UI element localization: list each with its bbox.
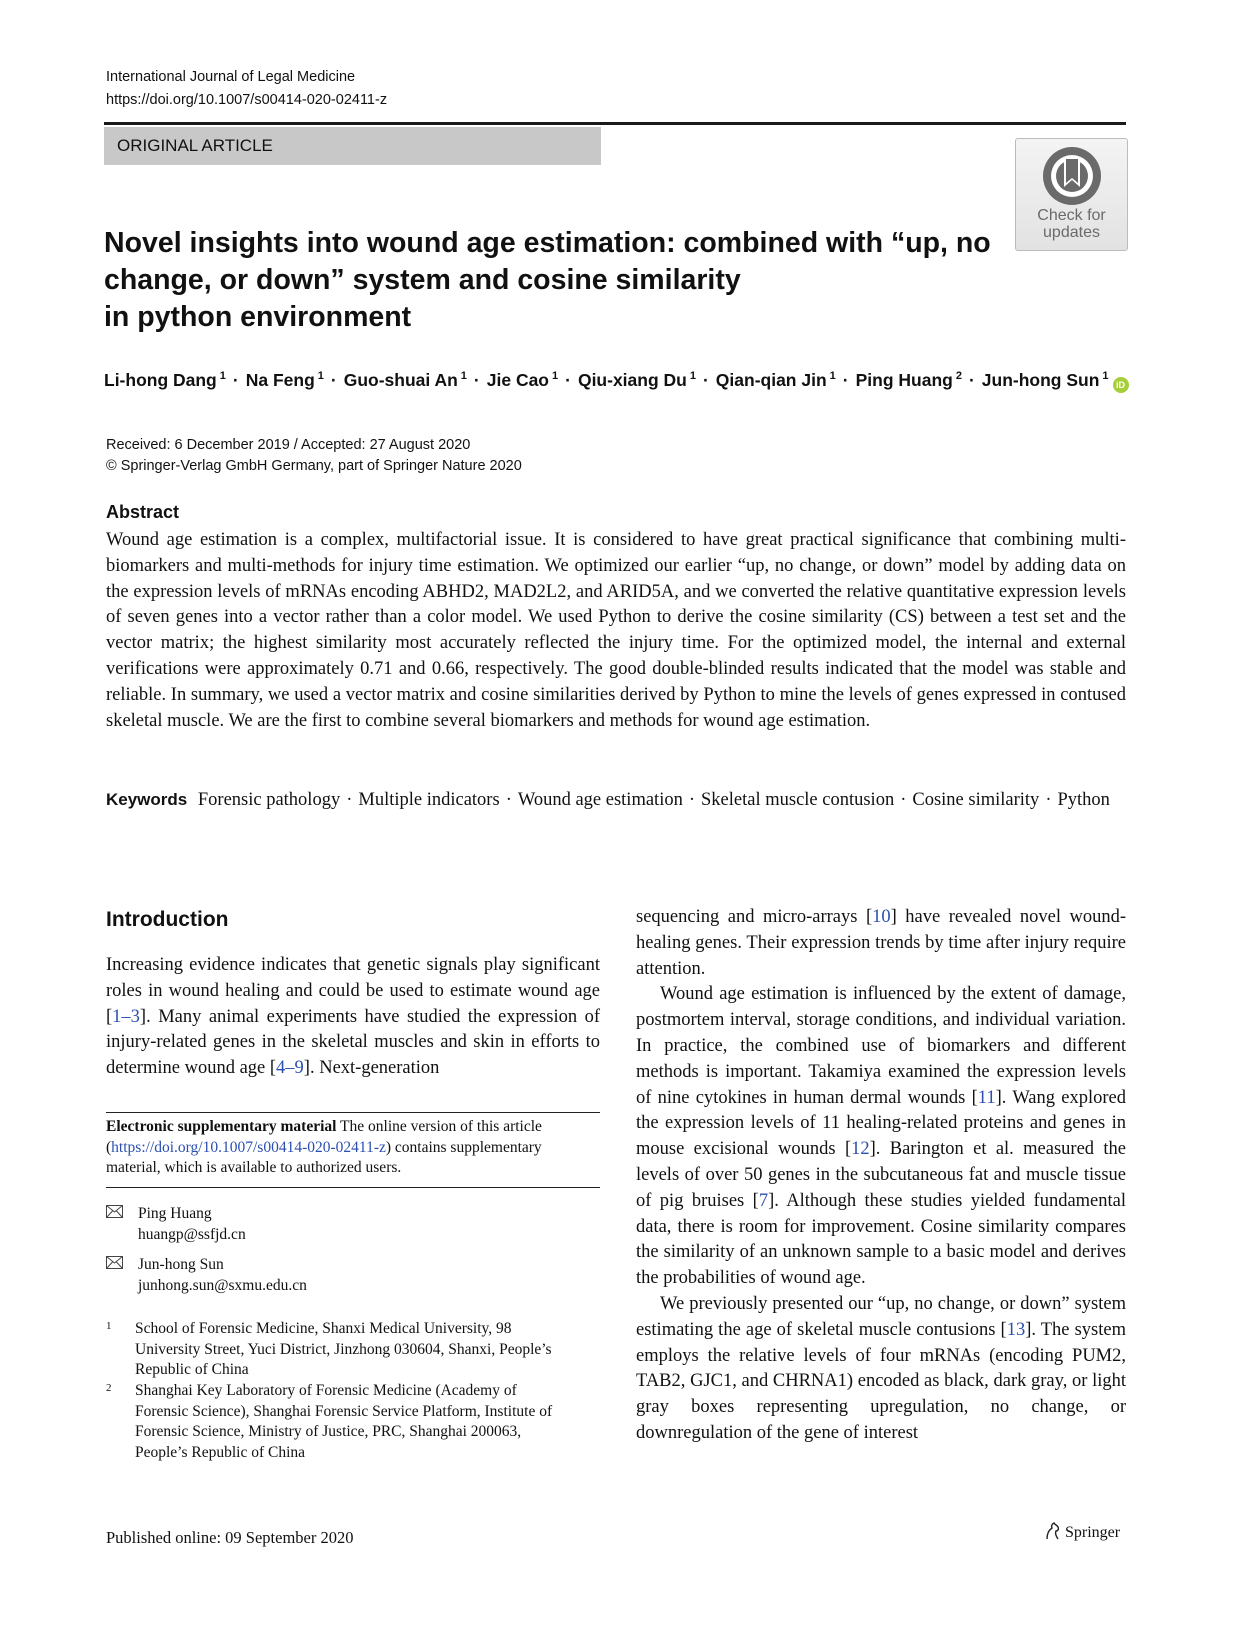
affiliation-line: University Street, Yuci District, Jinzhong 030604, Shanxi, People’s [135,1340,552,1358]
author-separator: · [968,370,975,390]
author-affil: 1 [219,370,226,383]
author-name[interactable]: Jie Cao [486,370,549,390]
author-separator: · [565,370,571,390]
paragraph [636,982,1126,1292]
author-affil: 1 [689,370,696,383]
author-affil: 1 [829,370,836,383]
citation-link[interactable]: 13 [1006,1319,1026,1340]
introduction-right-column [636,905,1126,1447]
keyword-separator: · [505,790,512,810]
author-affil: 1 [1102,370,1109,383]
esm-divider [106,1187,600,1188]
affiliation [106,1381,600,1463]
affiliation-line: People’s Republic of China [135,1443,306,1461]
introduction-left-column [106,953,600,1082]
affiliation-number: 1 [106,1320,112,1332]
affiliation-line: Forensic Science), Shanghai Forensic Service Platform, Institute of [135,1402,553,1420]
body-text: ]. Although these studies yielded fundamental data, there is room for improvement. Cosine similarity compares the similarity of an unknown sample to a basic model and derives the probabilities of wound age. [636,1190,1126,1289]
body-text: Wound age estimation is influenced by the extent of damage, postmortem interval, storage conditions, and individual variation. In practice, the combined use of biomarkers and different methods is important. Takamiya examined the expression levels of nine cytokines in human dermal wounds [ [636,984,1126,1108]
springer-horse-icon [1044,1521,1062,1541]
affiliation-line: Forensic Science, Ministry of Justice, PRC, Shanghai 200063, [135,1423,522,1440]
copyright: © Springer-Verlag GmbH Germany, part of Springer Nature 2020 [106,458,522,474]
envelope-icon [106,1256,123,1269]
header-rule [104,122,1126,125]
keyword: Cosine similarity [912,790,1040,810]
contact-name: Ping Huang [138,1205,212,1222]
citation-link[interactable]: 11 [977,1087,996,1108]
body-text: ]. The system employs the relative levels of four mRNAs (encoding PUM2, TAB2, GJC1, and CHRNA1) encoded as black, dark gray, or light gray boxes representing upregulation, no change, or downregulation of the gene of interest [636,1319,1126,1443]
contact-email[interactable]: junhong.sun@sxmu.edu.cn [138,1276,307,1294]
affiliation-line: Republic of China [135,1361,249,1378]
keyword: Forensic pathology [197,790,341,810]
article-title [104,225,1004,336]
envelope-icon [106,1205,123,1218]
author-name[interactable]: Jun-hong Sun [981,370,1100,390]
corresponding-author [106,1255,600,1296]
author-affil: 1 [552,370,559,383]
body-text: ] have revealed novel wound-healing genes. Their expression trends by time after injury require attention. [636,907,1126,979]
citation-link[interactable]: 12 [851,1139,870,1160]
citation-link[interactable]: 7 [758,1190,769,1211]
affiliation-line: Shanghai Key Laboratory of Forensic Medicine (Academy of [135,1382,517,1399]
esm-text: The online version of this article ( [106,1118,542,1156]
author-list [104,370,1144,393]
keywords-label: Keywords [106,790,188,809]
keyword: Python [1057,790,1110,810]
check-for-updates-icon [1041,145,1103,207]
contact-name: Jun-hong Sun [138,1256,224,1273]
contact-email[interactable]: huangp@ssfjd.cn [138,1225,246,1243]
author-name[interactable]: Qian-qian Jin [715,370,827,390]
affiliation [106,1319,600,1381]
author-name[interactable]: Guo-shuai An [343,370,458,390]
author-name[interactable]: Qiu-xiang Du [577,370,687,390]
keyword-separator: · [688,790,696,810]
badge-line2: updates [1043,224,1100,241]
keyword: Multiple indicators [358,790,500,810]
citation-link[interactable]: 10 [872,907,891,927]
journal-name: International Journal of Legal Medicine [106,69,356,85]
keywords [106,787,1126,814]
check-for-updates-badge[interactable] [1015,138,1128,251]
body-text: ]. Many animal experiments have studied the expression of injury-related genes in the skeletal muscles and skin in efforts to determine wound age [ [106,1006,600,1079]
author-name[interactable]: Na Feng [245,370,315,390]
body-text: Increasing evidence indicates that genetic signals play significant roles in wound healing and could be used to estimate wound age [ [106,955,600,1027]
author-separator: · [232,370,239,390]
esm-link[interactable]: https://doi.org/10.1007/s00414-020-02411-z [111,1138,386,1156]
body-text: sequencing and micro-arrays [ [636,907,873,927]
abstract-text: Wound age estimation is a complex, multifactorial issue. It is considered to have great practical significance that combining multi-biomarkers and multi-methods for injury time estimation. We optimized our earlier “up, no change, or down” model by adding data on the expression levels of mRNAs encoding ABHD2, MAD2L2, and ARID5A, and we converted the relative quantitative expression levels of seven genes into a vector rather than a color model. We used Python to derive the cosine similarity (CS) between a test set and the vector matrix; the highest similarity most accurately reflected the injury time. For the optimized model, the internal and external verifications were approximately 0.71 and 0.66, respectively. The good double-blinded results indicated that the model was stable and reliable. In summary, we used a vector matrix and cosine similarities derived by Python to mine the levels of genes expressed in contused skeletal muscle. We are the first to combine several biomarkers and methods for wound age estimation. [106,530,1126,731]
keyword-separator: · [900,790,907,810]
title-line: in python environment [104,301,412,333]
esm-text: ) contains supplementary material, which is available to authorized users. [106,1138,542,1176]
author-name[interactable]: Ping Huang [855,370,953,390]
article-dates [106,435,522,477]
badge-line1: Check for [1037,207,1106,224]
author-name[interactable]: Li-hong Dang [104,370,217,390]
body-text: We previously presented our “up, no change, or down” system estimating the age of skeletal muscle contusions [ [636,1293,1126,1340]
keyword: Wound age estimation [517,790,683,810]
body-text: ]. Wang explored the expression levels of 11 healing-related proteins and genes in mouse excisional wounds [ [636,1087,1126,1160]
citation-link[interactable]: 4–9 [276,1058,304,1079]
author-affil: 1 [460,370,467,383]
journal-header [106,66,387,112]
introduction-heading: Introduction [106,908,229,931]
abstract-heading: Abstract [106,502,180,522]
keyword: Skeletal muscle contusion [701,790,895,810]
doi-link[interactable]: https://doi.org/10.1007/s00414-020-02411-z [106,92,388,108]
corresponding-author [106,1204,600,1245]
title-line: Novel insights into wound age estimation: combined with “up, no [104,227,991,259]
esm-divider [106,1112,600,1113]
affiliation-number: 2 [106,1382,112,1394]
paragraph [636,905,1126,982]
author-separator: · [330,370,337,390]
keyword-separator: · [346,790,353,810]
supplementary-material-note [106,1117,600,1179]
citation-link[interactable]: 1–3 [112,1006,140,1027]
author-affil: 2 [955,370,962,383]
received-accepted: Received: 6 December 2019 / Accepted: 27 August 2020 [106,437,471,453]
orcid-icon[interactable]: iD [1113,377,1129,393]
affiliation-line: School of Forensic Medicine, Shanxi Medical University, 98 [135,1320,512,1337]
body-text: ]. Barington et al. measured the levels of over 50 genes in the subcutaneous fat and muscle tissue of pig bruises [ [636,1139,1126,1211]
published-online: Published online: 09 September 2020 [106,1528,354,1547]
body-text: ]. Next-generation [303,1058,440,1079]
author-affil: 1 [317,370,324,383]
author-separator: · [473,370,480,390]
author-separator: · [702,370,709,390]
article-type-band: ORIGINAL ARTICLE [104,127,601,165]
esm-label: Electronic supplementary material [106,1118,337,1135]
publisher-name: Springer [1065,1524,1121,1541]
author-separator: · [842,370,849,390]
publisher-logo [1044,1521,1120,1542]
keyword-separator: · [1045,790,1052,810]
paragraph [636,1292,1126,1447]
title-line: change, or down” system and cosine similarity [104,264,741,296]
